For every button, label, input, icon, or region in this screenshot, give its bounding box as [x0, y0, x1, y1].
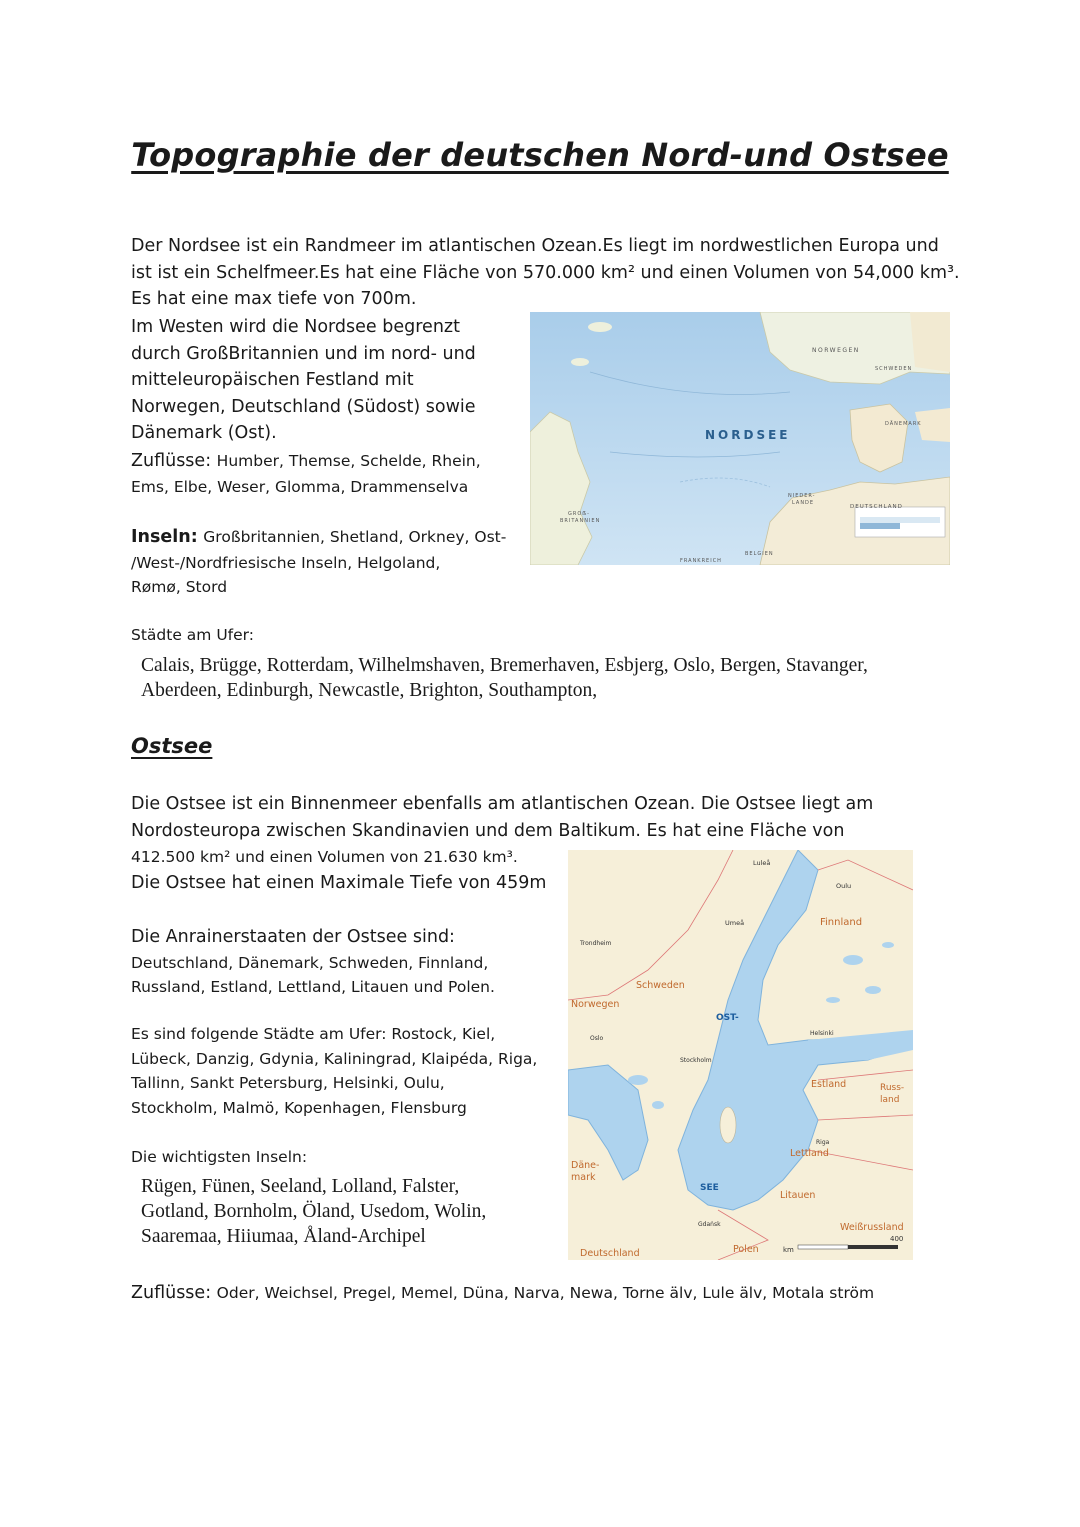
ostsee-cities — [131, 1022, 537, 1120]
rivers-list: Ems, Elbe, Weser, Glomma, Drammenselva — [131, 477, 469, 496]
text-line: ist ist ein Schelfmeer.Es hat eine Fläche von 570.000 km² und einen Volumen von 54,000 km³. — [131, 262, 960, 283]
text-line: Dänemark (Ost). — [131, 423, 277, 443]
rivers-label: Zuflüsse: — [131, 451, 212, 471]
map-label: DÄNEMARK — [885, 421, 922, 427]
text-line: 412.500 km² und einen Volumen von 21.630 km³. — [131, 848, 518, 866]
rivers-label: Zuflüsse: — [131, 1283, 212, 1303]
text-line: Gotland, Bornholm, Öland, Usedom, Wolin, — [141, 1201, 487, 1222]
text-line: Rügen, Fünen, Seeland, Lolland, Falster, — [141, 1176, 460, 1197]
map-label: mark — [571, 1172, 596, 1183]
text-line: Saaremaa, Hiiumaa, Åland-Archipel — [141, 1226, 426, 1247]
map-label: Deutschland — [580, 1248, 640, 1259]
text-line: Die Ostsee ist ein Binnenmeer ebenfalls am atlantischen Ozean. Die Ostsee liegt am — [131, 794, 874, 814]
text-line: Es hat eine max tiefe von 700m. — [131, 289, 417, 309]
nordsee-map — [530, 312, 950, 565]
map-label: Riga — [816, 1139, 830, 1146]
map-label: NIEDER- — [788, 493, 816, 499]
section-heading-ostsee: Ostsee — [131, 734, 213, 758]
map-label: land — [880, 1095, 900, 1105]
map-label: NORWEGEN — [812, 347, 860, 354]
map-label: Weißrussland — [840, 1222, 904, 1233]
ostsee-rivers — [131, 1280, 874, 1307]
ostsee-states — [131, 924, 495, 1000]
map-label: BRITANNIEN — [560, 518, 601, 524]
map-label: Stockholm — [680, 1057, 712, 1064]
text-line: mitteleuropäischen Festland mit — [131, 370, 414, 390]
map-label: Gdańsk — [698, 1221, 721, 1228]
ostsee-facts — [131, 845, 546, 896]
nordsee-map-graphic — [530, 312, 950, 565]
islands-list: /West-/Nordfriesische Inseln, Helgoland, — [131, 553, 441, 572]
map-label: Russ- — [880, 1083, 905, 1093]
text-line: Russland, Estland, Lettland, Litauen und Polen. — [131, 978, 495, 996]
text-line: durch GroßBritannien und im nord- und — [131, 343, 476, 364]
map-label: FRANKREICH — [680, 558, 722, 564]
text-line: Stockholm, Malmö, Kopenhagen, Flensburg — [131, 1098, 467, 1117]
map-label: Helsinki — [810, 1030, 834, 1037]
text-line: Calais, Brügge, Rotterdam, Wilhelmshaven, Bremerhaven, Esbjerg, Oslo, Bergen, Stavanger, — [141, 655, 868, 676]
text-line: Deutschland, Dänemark, Schweden, Finnland, — [131, 953, 489, 972]
text-line: Nordosteuropa zwischen Skandinavien und dem Baltikum. Es hat eine Fläche von — [131, 820, 845, 841]
map-label: km — [783, 1246, 794, 1254]
map-label: DEUTSCHLAND — [850, 504, 903, 510]
map-label: Schweden — [636, 980, 685, 991]
map-label: Estland — [811, 1079, 847, 1090]
cities-label: Städte am Ufer: — [131, 626, 254, 644]
rivers-list: Humber, Themse, Schelde, Rhein, — [216, 452, 481, 470]
map-label: Luleå — [753, 859, 771, 867]
text-line: Es sind folgende Städte am Ufer: Rostock, Kiel, — [131, 1025, 496, 1043]
map-label: GROẞ- — [568, 511, 590, 517]
map-label: Litauen — [780, 1190, 816, 1201]
text-line: Der Nordsee ist ein Randmeer im atlantischen Ozean.Es liegt im nordwestlichen Europa und — [131, 236, 939, 256]
map-label: Oulu — [836, 882, 852, 890]
states-heading: Die Anrainerstaaten der Ostsee sind: — [131, 927, 455, 947]
ostsee-islands — [141, 1174, 486, 1249]
sea-label: NORDSEE — [705, 428, 791, 442]
text-line: Aberdeen, Edinburgh, Newcastle, Brighton, Southampton, — [141, 680, 598, 701]
map-label: Trondheim — [580, 940, 612, 947]
nordsee-rivers — [131, 448, 481, 499]
text-line: Im Westen wird die Nordsee begrenzt — [131, 317, 460, 337]
map-label: BELGIEN — [745, 551, 774, 557]
map-label: SEE — [700, 1183, 719, 1193]
islands-label: Inseln: — [131, 527, 198, 547]
map-label: Polen — [733, 1244, 759, 1255]
text-line: Die Ostsee hat einen Maximale Tiefe von 459m — [131, 872, 547, 893]
islands-list: Großbritannien, Shetland, Orkney, Ost- — [203, 528, 507, 546]
map-label: OST- — [716, 1013, 739, 1023]
nordsee-cities — [141, 653, 868, 703]
map-label: LANDE — [792, 500, 815, 506]
map-label: 400 — [890, 1235, 904, 1243]
islands-heading: Die wichtigsten Inseln: — [131, 1148, 308, 1166]
map-label: Lettland — [790, 1148, 829, 1159]
map-label: Finnland — [820, 917, 863, 928]
page-title: Topographie der deutschen Nord-und Ostsee — [131, 136, 949, 174]
nordsee-borders — [131, 314, 476, 447]
ostsee-intro — [131, 791, 873, 844]
text-line: Lübeck, Danzig, Gdynia, Kaliningrad, Klaipéda, Riga, — [131, 1049, 538, 1068]
map-label: Norwegen — [571, 999, 620, 1010]
ostsee-map-graphic — [568, 850, 913, 1260]
text-line: Tallinn, Sankt Petersburg, Helsinki, Oulu, — [131, 1074, 445, 1092]
islands-list: Rømø, Stord — [131, 578, 228, 596]
text-line: Norwegen, Deutschland (Südost) sowie — [131, 396, 476, 417]
nordsee-islands — [131, 524, 506, 600]
ostsee-map — [568, 850, 913, 1260]
map-label: SCHWEDEN — [875, 366, 913, 372]
map-label: Umeå — [725, 919, 745, 927]
map-label: Däne- — [571, 1160, 600, 1171]
map-label: Oslo — [590, 1035, 604, 1042]
nordsee-intro — [131, 233, 960, 313]
rivers-list: Oder, Weichsel, Pregel, Memel, Düna, Narva, Newa, Torne älv, Lule älv, Motala ström — [216, 1284, 875, 1302]
